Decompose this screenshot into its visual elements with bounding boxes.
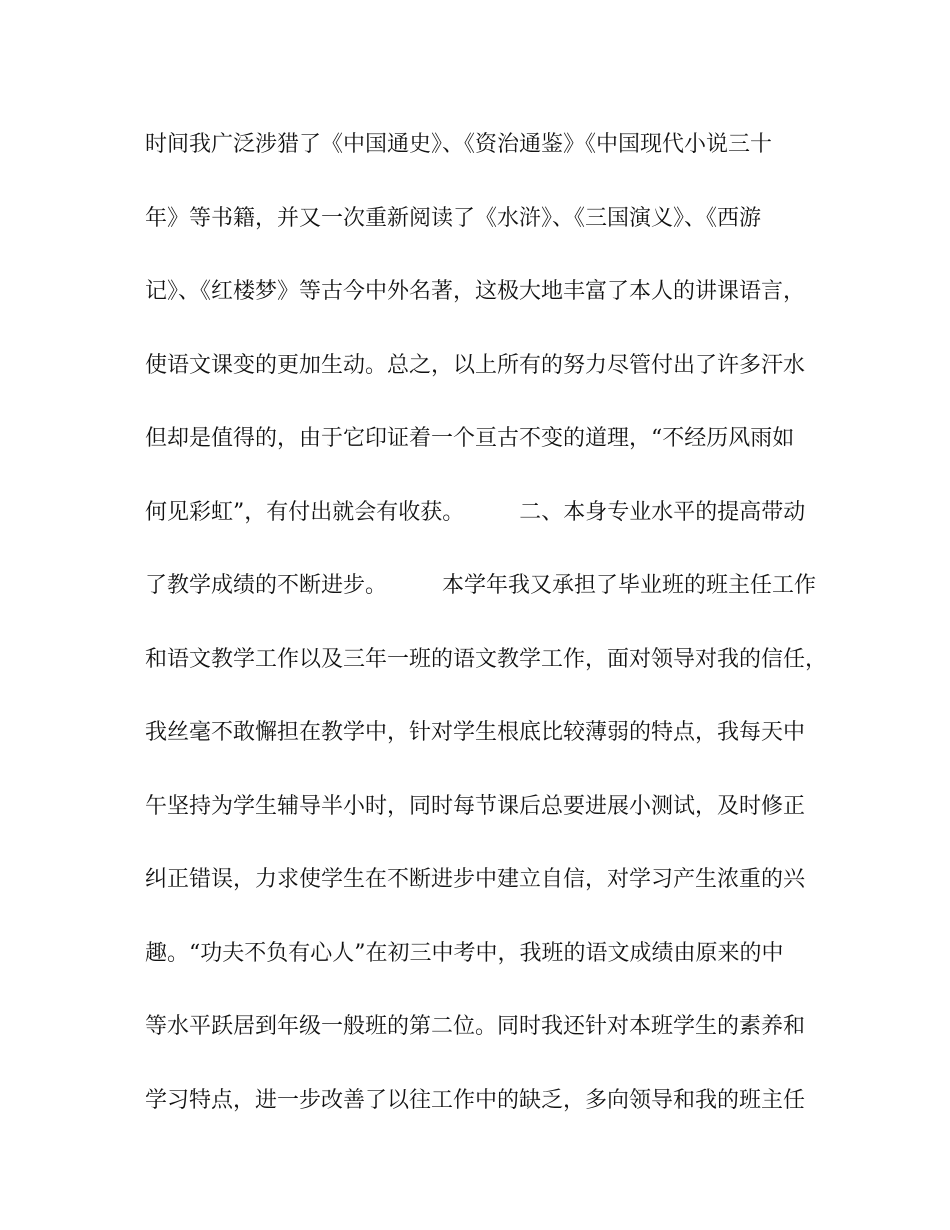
text-line: 和语文教学工作以及三年一班的语文教学工作，面对领导对我的信任，: [145, 646, 828, 672]
text-line: 记》、《红楼梦》等古今中外名著，这极大地丰富了本人的讲课语言，: [145, 279, 806, 304]
text-line: 年》等书籍，并又一次重新阅读了《水浒》、《三国演义》、《西游: [145, 205, 762, 231]
text-line: 何见彩虹”，有付出就会有收获。 二、本身专业水平的提高带动: [145, 499, 806, 525]
text-line: 学习特点，进一步改善了以往工作中的缺乏，多向领导和我的班主任: [145, 1087, 806, 1113]
text-line: 了教学成绩的不断进步。 本学年我又承担了毕业班的班主任工作: [145, 573, 817, 598]
text-line: 时间我广泛涉猎了《中国通史》、《资治通鉴》《中国现代小说三十: [145, 132, 773, 157]
body-text: [145, 122, 828, 1151]
text-line: 我丝毫不敢懈担在教学中，针对学生根底比较薄弱的特点，我每天中: [145, 720, 806, 745]
text-line: 使语文课变的更加生动。总之，以上所有的努力尽管付出了许多汗水: [145, 352, 806, 378]
text-line: 但却是值得的，由于它印证着一个亘古不变的道理，“不经历风雨如: [145, 426, 795, 451]
text-line: 趣。“功夫不负有心人”在初三中考中，我班的语文成绩由原来的中: [145, 940, 784, 966]
text-line: 纠正错误，力求使学生在不断进步中建立自信，对学习产生浓重的兴: [145, 867, 806, 892]
text-line: 等水平跃居到年级一般班的第二位。同时我还针对本班学生的素养和: [145, 1014, 806, 1039]
text-line: 午坚持为学生辅导半小时，同时每节课后总要进展小测试，及时修正: [145, 793, 806, 819]
